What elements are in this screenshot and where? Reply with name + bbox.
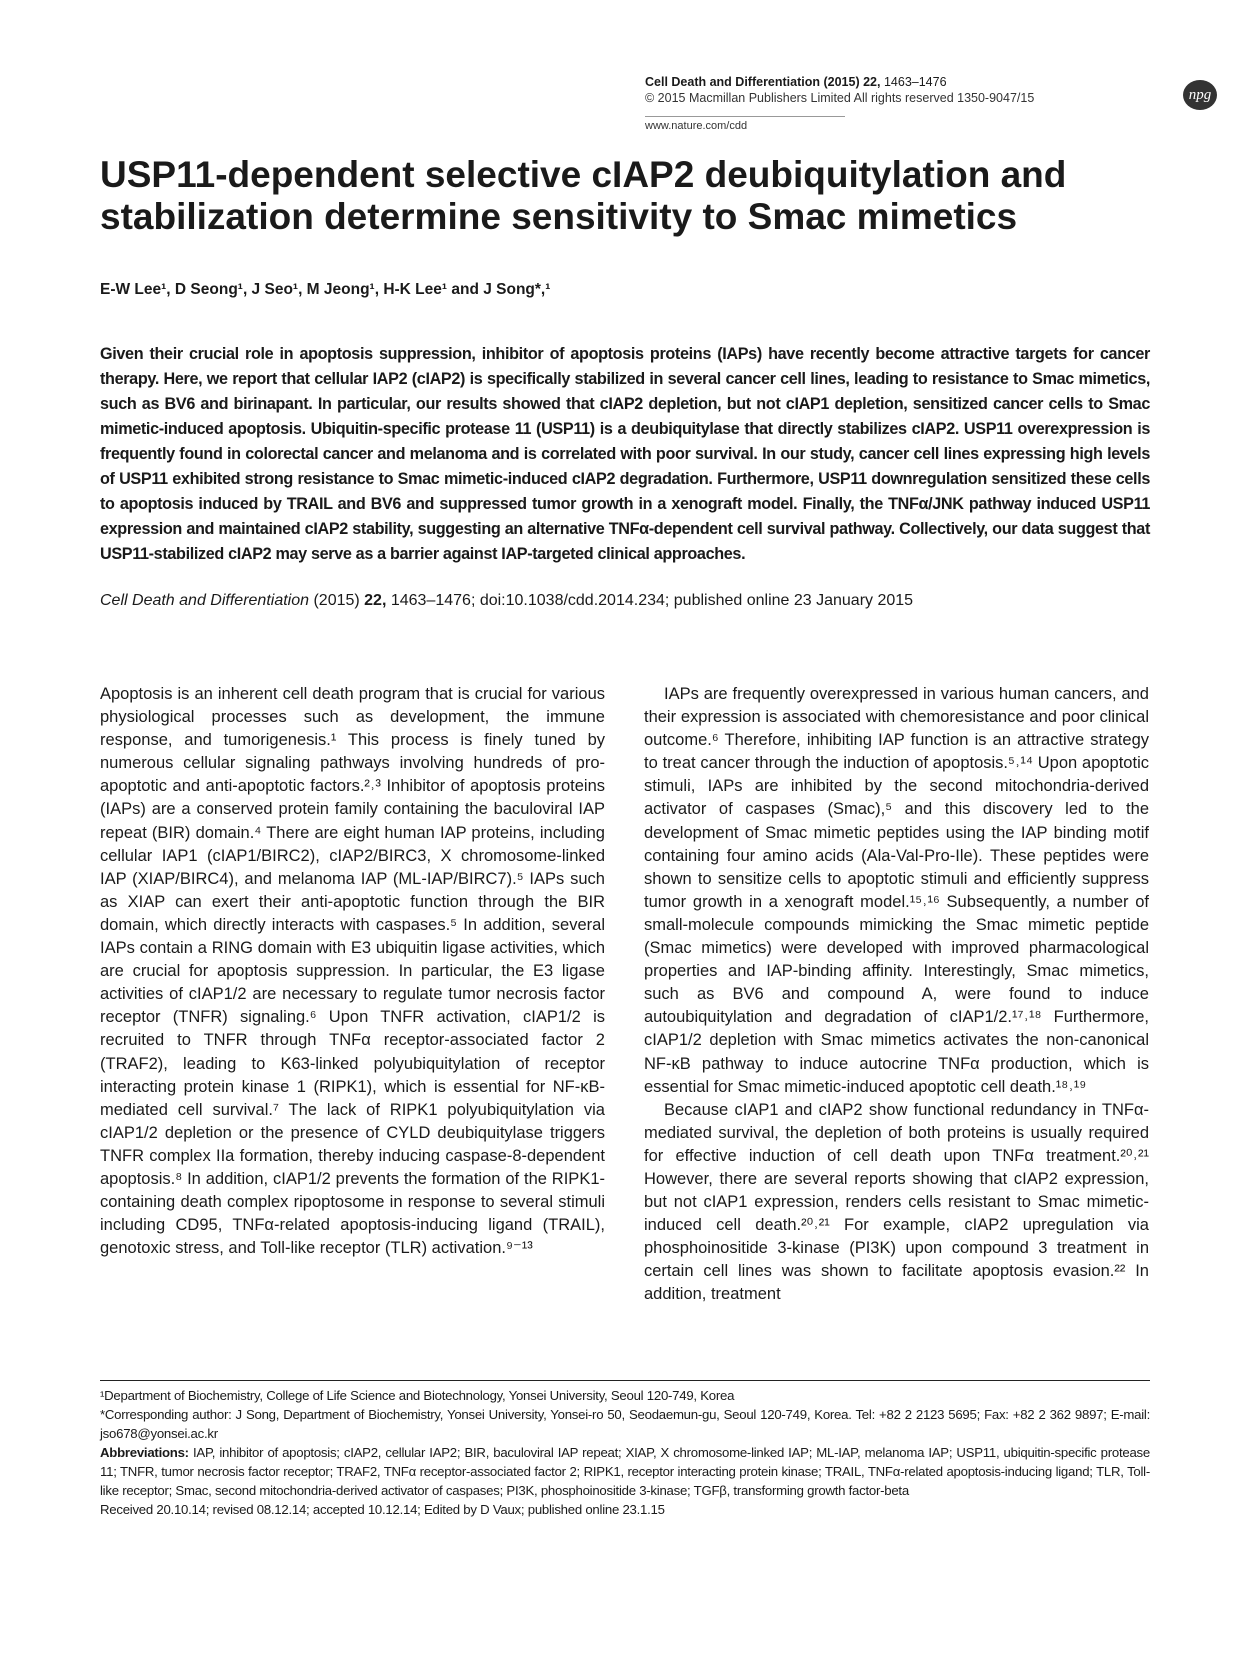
affiliation-note: ¹Department of Biochemistry, College of Life Science and Biotechnology, Yonsei University, Seoul 120-749, Korea <box>100 1388 735 1403</box>
body-column-right <box>644 683 1149 1307</box>
abstract: Given their crucial role in apoptosis suppression, inhibitor of apoptosis proteins (IAPs) have recently become attractive targets for cancer therapy. Here, we report that cellular IAP2 (cIAP2) is specifically stabilized in several cancer cell lines, leading to resistance to Smac mimetics, such as BV6 and birinapant. In particular, our results showed that cIAP2 depletion, but not cIAP1 depletion, sensitized cancer cells to Smac mimetic-induced apoptosis. Ubiquitin-specific protease 11 (USP11) is a deubiquitylase that directly stabilizes cIAP2. USP11 overexpression is frequently found in colorectal cancer and melanoma and is correlated with poor survival. In our study, cancer cell lines expressing high levels of USP11 exhibited strong resistance to Smac mimetic-induced cIAP2 degradation. Furthermore, USP11 downregulation sensitized these cells to apoptosis induced by TRAIL and BV6 and suppressed tumor growth in a xenograft model. Finally, the TNFα/JNK pathway induced USP11 expression and maintained cIAP2 stability, suggesting an alternative TNFα-dependent cell survival pathway. Collectively, our data suggest that USP11-stabilized cIAP2 may serve as a barrier against IAP-targeted clinical approaches. <box>100 345 1150 563</box>
npg-logo: npg <box>1183 80 1217 110</box>
citation-volume: 22, <box>364 592 387 609</box>
citation-line <box>100 592 913 610</box>
body-column-left <box>100 683 605 1260</box>
journal-header <box>645 74 1125 106</box>
received-note: Received 20.10.14; revised 08.12.14; accepted 10.12.14; Edited by D Vaux; published online 23.1.15 <box>100 1502 665 1517</box>
copyright-line: © 2015 Macmillan Publishers Limited All rights reserved 1350-9047/15 <box>645 91 1035 105</box>
article-title: USP11-dependent selective cIAP2 deubiquitylation and stabilization determine sensitivity to Smac mimetics <box>100 154 1067 237</box>
author-list: E-W Lee¹, D Seong¹, J Seo¹, M Jeong¹, H-K Lee¹ and J Song*,¹ <box>100 281 551 298</box>
citation-details: 1463–1476; doi:10.1038/cdd.2014.234; published online 23 January 2015 <box>386 592 914 609</box>
citation-year: (2015) <box>309 592 365 609</box>
footnotes <box>100 1386 1150 1519</box>
abbreviations-label: Abbreviations: <box>100 1445 189 1460</box>
citation-journal: Cell Death and Differentiation <box>100 592 310 609</box>
journal-name: Cell Death and Differentiation (2015) 22, <box>645 75 881 89</box>
header-divider <box>645 116 845 117</box>
corresponding-note: *Corresponding author: J Song, Department of Biochemistry, Yonsei University, Yonsei-ro 50, Seodaemun-gu, Seoul 120-749, Korea. Tel: +82 2 2123 5695; Fax: +82 2 362 9897; E-mail: jso678@yonsei.ac.kr <box>100 1407 1150 1441</box>
abbreviations-text: IAP, inhibitor of apoptosis; cIAP2, cellular IAP2; BIR, baculoviral IAP repeat; XIAP, X chromosome-linked IAP; ML-IAP, melanoma IAP; USP11, ubiquitin-specific protease 11; TNFR, tumor necrosis factor receptor; TRAF2, TNFα receptor-associated factor 2; RIPK1, receptor interacting protein kinase; TRAIL, TNFα-related apoptosis-inducing ligand; TLR, Toll-like receptor; Smac, second mitochondria-derived activator of caspases; PI3K, phosphoinositide 3-kinase; TGFβ, transforming growth factor-beta <box>100 1445 1150 1498</box>
abbreviations-note <box>100 1443 1150 1500</box>
footnote-divider <box>100 1380 1150 1381</box>
body-paragraph: IAPs are frequently overexpressed in various human cancers, and their expression is associated with chemoresistance and poor clinical outcome.⁶ Therefore, inhibiting IAP function is an attractive strategy to treat cancer through the induction of apoptosis.⁵˒¹⁴ Upon apoptotic stimuli, IAPs are inhibited by the second mitochondria-derived activator of caspases (Smac),⁵ and this discovery led to the development of Smac mimetic peptides using the IAP binding motif containing four amino acids (Ala-Val-Pro-Ile). These peptides were shown to sensitize cells to apoptotic stimuli and efficiently suppress tumor growth in a xenograft model.¹⁵˒¹⁶ Subsequently, a number of small-molecule compounds mimicking the Smac mimetic peptide (Smac mimetics) were developed with improved pharmacological properties and IAP-binding affinity. Interestingly, Smac mimetics, such as BV6 and compound A, were found to induce autoubiquitylation and degradation of cIAP1/2.¹⁷˒¹⁸ Furthermore, cIAP1/2 depletion with Smac mimetics activates the non-canonical NF-κB pathway to induce autocrine TNFα production, which is essential for Smac mimetic-induced apoptotic cell death.¹⁸˒¹⁹ <box>644 685 1149 1096</box>
body-paragraph: Apoptosis is an inherent cell death program that is crucial for various physiological processes such as development, the immune response, and tumorigenesis.¹ This process is finely tuned by numerous cellular signaling pathways involving hundreds of pro-apoptotic and anti-apoptotic factors.²˒³ Inhibitor of apoptosis proteins (IAPs) are a conserved protein family containing the baculoviral IAP repeat (BIR) domain.⁴ There are eight human IAP proteins, including cellular IAP1 (cIAP1/BIRC2), cIAP2/BIRC3, X chromosome-linked IAP (XIAP/BIRC4), and melanoma IAP (ML-IAP/BIRC7).⁵ IAPs such as XIAP can exert their anti-apoptotic function through the BIR domain, which directly interacts with caspases.⁵ In addition, several IAPs contain a RING domain with E3 ubiquitin ligase activities, which are crucial for apoptosis suppression. In particular, the E3 ligase activities of cIAP1/2 are necessary to regulate tumor necrosis factor receptor (TNFR) signaling.⁶ Upon TNFR activation, cIAP1/2 is recruited to TNFR through TNFα receptor-associated factor 2 (TRAF2), leading to K63-linked polyubiquitylation of receptor interacting protein kinase 1 (RIPK1), which is essential for NF-κB-mediated cell survival.⁷ The lack of RIPK1 polyubiquitylation via cIAP1/2 depletion or the presence of CYLD deubiquitylase triggers TNFR complex IIa formation, thereby inducing caspase-8-dependent apoptosis.⁸ In addition, cIAP1/2 prevents the formation of the RIPK1-containing death complex ripoptosome in response to several stimuli including CD95, TNFα-related apoptosis-inducing ligand (TRAIL), genotoxic stress, and Toll-like receptor (TLR) activation.⁹⁻¹³ <box>100 685 605 1258</box>
journal-pages: 1463–1476 <box>883 75 947 89</box>
journal-url[interactable]: www.nature.com/cdd <box>645 120 748 132</box>
body-paragraph: Because cIAP1 and cIAP2 show functional redundancy in TNFα-mediated survival, the depletion of both proteins is usually required for effective induction of cell death upon TNFα treatment.²⁰˒²¹ However, there are several reports showing that cIAP2 expression, but not cIAP1 expression, renders cells resistant to Smac mimetic-induced cell death.²⁰˒²¹ For example, cIAP2 upregulation via phosphoinositide 3-kinase (PI3K) upon compound 3 treatment in certain cell lines was shown to facilitate apoptosis evasion.²² In addition, treatment <box>644 1100 1149 1304</box>
